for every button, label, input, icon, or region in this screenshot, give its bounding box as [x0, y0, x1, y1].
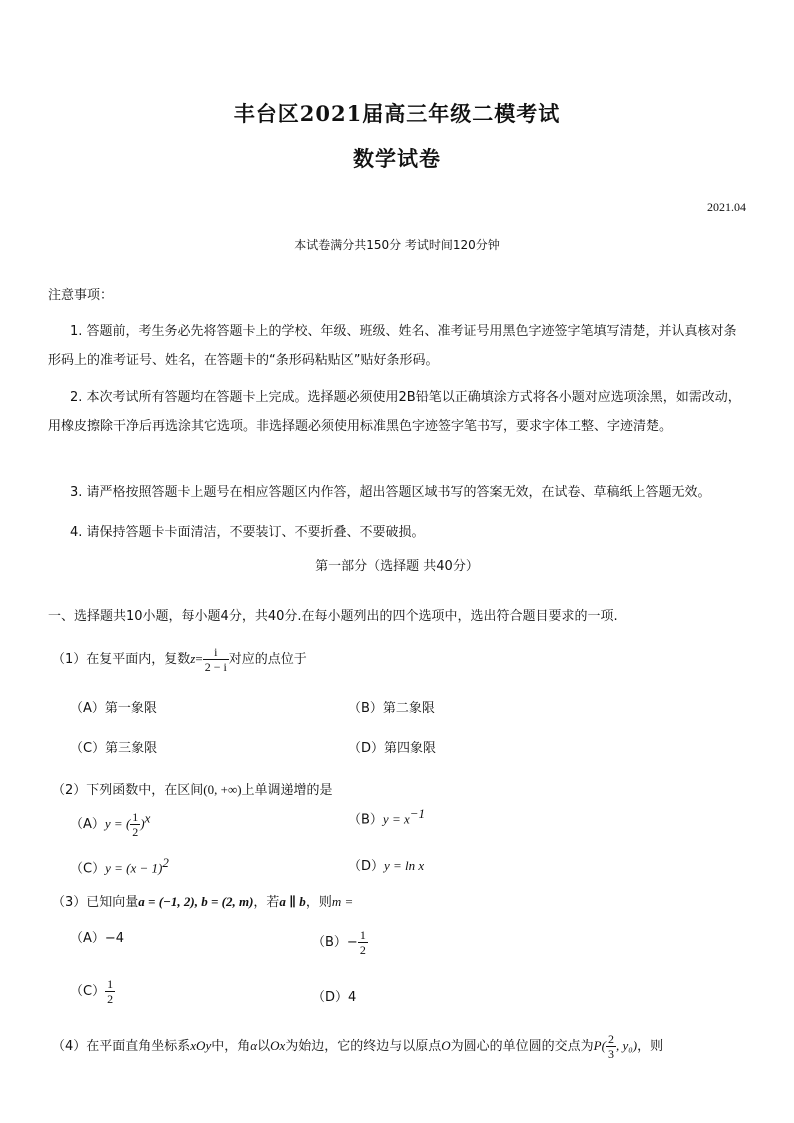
q1-fraction — [203, 645, 229, 674]
q4-t5: ，则 — [637, 1039, 664, 1054]
q2-a-den: 2 — [132, 825, 139, 839]
notice-item-2: 2. 本次考试所有答题均在答题卡上完成。选择题必须使用2B铅笔以正确填涂方式将各小题对应选项涂黑，如需改动，用橡皮擦除干净后再选涂其它选项。非选择题必须使用标准黑色字迹签字笔书写，要求字体工整、字迹清楚。 — [48, 390, 741, 434]
exam-info: 本试卷满分共150分 考试时间120分钟 — [294, 238, 500, 252]
q3-c-label: （C） — [70, 984, 106, 999]
q3-c-den: 2 — [107, 992, 114, 1006]
question-2-stem — [52, 779, 333, 798]
exam-title: 丰台区2021届高三年级二模考试 — [233, 101, 561, 126]
q3-c-num: 1 — [107, 977, 114, 991]
q2-option-b — [348, 806, 425, 827]
notice-item-4: 4. 请保持答题卡卡面清洁，不要装订、不要折叠、不要破损。 — [70, 525, 425, 540]
q2-d-expr: y = ln x — [384, 858, 425, 873]
q3-suffix: ，则 — [305, 895, 332, 910]
q2-a-rhs: ) — [140, 816, 145, 831]
q2-prefix: （2）下列函数中，在区间 — [52, 783, 204, 798]
q1-suffix: 对应的点位于 — [228, 652, 307, 667]
q4-p-fraction — [606, 1032, 616, 1061]
question-1-stem — [52, 645, 307, 674]
q3-b-fraction — [358, 928, 368, 957]
q3-option-d: （D）4 — [312, 990, 357, 1005]
q4-t2: 以 — [257, 1039, 271, 1054]
q3-m-eq: m = — [331, 894, 354, 909]
q2-option-a — [70, 810, 150, 839]
question-3-stem — [52, 891, 353, 910]
q4-xoy: xOy — [190, 1038, 212, 1053]
exam-date: 2021.04 — [707, 200, 746, 214]
q1-option-b: （B）第二象限 — [348, 701, 435, 716]
q1-prefix: （1）在复平面内，复数 — [52, 652, 191, 667]
q2-c-expr: y = (x − 1) — [105, 860, 163, 876]
q3-option-b — [312, 928, 368, 957]
q4-prefix: （4）在平面直角坐标系 — [52, 1039, 191, 1054]
q3-cond: a ∥ b — [279, 894, 306, 909]
part1-title: 第一部分（选择题 共40分） — [315, 559, 479, 574]
q2-b-lhs: y = x — [382, 811, 410, 827]
notice-heading: 注意事项： — [48, 288, 114, 303]
q1-den: 2 − i — [204, 660, 227, 674]
q4-p-num: 2 — [607, 1032, 614, 1046]
q3-b-den: 2 — [359, 943, 366, 957]
q2-a-exp: x — [144, 810, 151, 826]
q2-option-d — [348, 855, 424, 874]
q1-num: i — [203, 645, 229, 660]
notice-item-1: 1. 答题前，考生务必先将答题卡上的学校、年级、班级、姓名、准考证号用黑色字迹签字笔填写清楚，并认真核对条形码上的准考证号、姓名，在答题卡的“条形码粘贴区”贴好条形码。 — [48, 324, 737, 368]
q1-option-c: （C）第三象限 — [70, 741, 158, 756]
q2-a-label: （A） — [70, 817, 105, 832]
q4-o: O — [441, 1038, 451, 1053]
question-4-stem — [52, 1032, 663, 1061]
q3-vectors: a = (−1, 2), b = (2, m) — [138, 894, 254, 909]
q4-p: P( — [593, 1038, 606, 1053]
notice-item-3: 3. 请严格按照答题卡上题号在相应答题区内作答，超出答题区域书写的答案无效，在试卷、草稿纸上答题无效。 — [70, 485, 711, 500]
q2-d-label: （D） — [348, 859, 385, 874]
q4-p-rest: , y₀) — [615, 1038, 638, 1053]
q3-option-a: （A）−4 — [70, 931, 125, 946]
q4-t4: 为圆心的单位圆的交点为 — [450, 1039, 594, 1054]
q4-alpha: α — [250, 1038, 258, 1053]
q4-t3: 为始边，它的终边与以原点 — [285, 1039, 442, 1054]
q2-c-label: （C） — [70, 861, 106, 877]
q2-option-c — [70, 855, 169, 876]
q3-option-c — [70, 977, 115, 1006]
q1-option-d: （D）第四象限 — [348, 741, 437, 756]
q3-b-label: （B）− — [312, 935, 358, 950]
q2-a-fraction — [130, 810, 140, 839]
q2-a-num: 1 — [132, 810, 139, 824]
q2-b-label: （B） — [348, 812, 383, 828]
q2-a-lhs: y = ( — [104, 816, 131, 831]
q1-var: z — [190, 651, 196, 666]
q1-eq: = — [195, 651, 203, 666]
q2-c-exp: 2 — [162, 855, 169, 870]
q3-mid: ，若 — [253, 895, 280, 910]
q2-suffix: 上单调递增的是 — [241, 783, 333, 798]
exam-subtitle: 数学试卷 — [353, 146, 441, 171]
part1-instruction: 一、选择题共10小题，每小题4分，共40分.在每小题列出的四个选项中，选出符合题目要求的一项. — [48, 609, 618, 624]
q3-prefix: （3）已知向量 — [52, 895, 139, 910]
q3-b-num: 1 — [359, 928, 366, 942]
q2-interval: (0, +∞) — [203, 782, 242, 797]
q3-c-fraction — [105, 977, 115, 1006]
q1-option-a: （A）第一象限 — [70, 701, 157, 716]
q4-p-den: 3 — [607, 1047, 614, 1061]
q2-b-exp: −1 — [409, 806, 426, 821]
q4-t1: 中，角 — [211, 1039, 251, 1054]
q4-ox: Ox — [270, 1038, 286, 1053]
